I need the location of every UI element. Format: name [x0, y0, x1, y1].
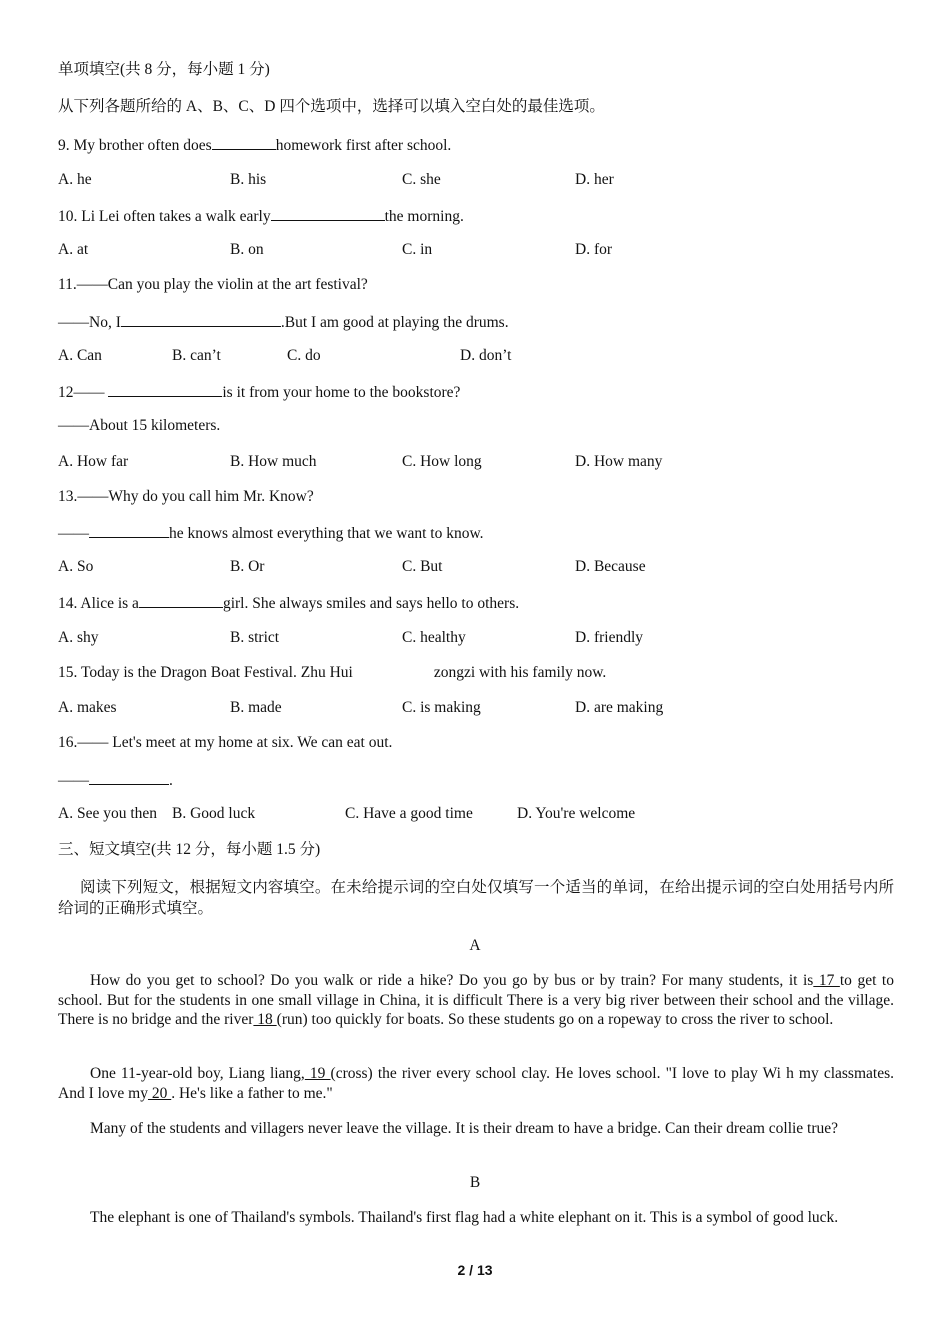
- question-text: the morning.: [384, 208, 464, 225]
- answer-blank: [89, 522, 169, 538]
- question-16: 16.—— Let's meet at my home at six. We can eat out.: [58, 734, 393, 751]
- passage-text: . He's like a father to me.": [171, 1084, 333, 1102]
- answer-blank: [212, 134, 276, 150]
- passage-text: (run) too quickly for boats. So these students go on a ropeway to cross the river to school.: [276, 1011, 834, 1028]
- question-text: 12——: [58, 384, 105, 401]
- option-d: D. You're welcome: [517, 805, 636, 822]
- question-13: 13.——Why do you call him Mr. Know?: [58, 488, 314, 505]
- option-a: A. How far: [58, 453, 129, 470]
- answer-blank: [89, 769, 169, 785]
- question-15: [58, 663, 606, 683]
- question-text: 10. Li Lei often takes a walk early: [58, 208, 271, 225]
- answer-blank: [121, 311, 281, 327]
- question-13-reply: [58, 522, 484, 544]
- option-c: C. do: [287, 347, 321, 364]
- question-text: ——: [58, 772, 89, 789]
- question-text: 15. Today is the Dragon Boat Festival. Zhu Hui: [58, 664, 353, 681]
- option-d: D. are making: [575, 699, 664, 716]
- option-c: C. Have a good time: [345, 805, 473, 822]
- option-c: C. But: [402, 558, 443, 575]
- option-b: B. Good luck: [172, 805, 256, 822]
- passage-b-heading: B: [469, 1174, 481, 1191]
- question-text: is it from your home to the bookstore?: [222, 384, 461, 401]
- blank-19: 19: [304, 1065, 331, 1082]
- question-14: [58, 592, 519, 614]
- passage-text: One 11-year-old boy, Liang liang,: [90, 1065, 305, 1082]
- blank-18: 18: [253, 1011, 277, 1028]
- question-text: .But I am good at playing the drums.: [280, 314, 509, 331]
- blank-20: 20: [147, 1084, 172, 1102]
- option-a: A. at: [58, 241, 89, 258]
- question-text: girl. She always smiles and says hello to others.: [222, 595, 520, 612]
- option-b: B. his: [230, 171, 267, 188]
- option-a: A. Can: [58, 347, 102, 364]
- passage-text: to get to school. But for the students in one small village in China, it is difficult There is a very big river between their school and the village. There is no bridge and the river: [58, 972, 894, 1028]
- option-b: B. How much: [230, 453, 317, 470]
- option-b: B. made: [230, 699, 282, 716]
- section2-instruction: 从下列各题所给的 A、B、C、D 四个选项中，选择可以填入空白处的最佳选项。: [58, 98, 605, 115]
- option-a: A. See you then: [58, 805, 158, 822]
- section3-instruction: 阅读下列短文，根据短文内容填空。在未给提示词的空白处仅填写一个适当的单词，在给出提示词的空白处用括号内所给词的正确形式填空。: [58, 879, 894, 917]
- option-b: B. strict: [230, 629, 280, 646]
- question-text: zongzi with his family now.: [433, 664, 607, 681]
- section2-title: 单项填空(共 8 分，每小题 1 分): [58, 61, 270, 78]
- option-d: D. Because: [575, 558, 646, 575]
- option-a: A. he: [58, 171, 92, 188]
- option-d: D. How many: [575, 453, 663, 470]
- question-11-reply: [58, 311, 509, 333]
- question-12-reply: ——About 15 kilometers.: [58, 417, 221, 434]
- option-a: A. shy: [58, 629, 99, 646]
- answer-blank: [139, 592, 223, 608]
- question-text: ——: [58, 525, 89, 542]
- option-c: C. she: [402, 171, 441, 188]
- option-d: D. don’t: [460, 347, 512, 364]
- passage-a-heading: A: [469, 937, 481, 954]
- question-10: [58, 205, 464, 227]
- passage-b-paragraph-1: The elephant is one of Thailand's symbols. Thailand's first flag had a white elephant on it. This is a symbol of good luck.: [90, 1209, 839, 1226]
- question-text: he knows almost everything that we want to know.: [169, 525, 484, 542]
- option-a: A. So: [58, 558, 94, 575]
- question-text: homework first after school.: [275, 137, 452, 154]
- passage-a-paragraph-2: [58, 1064, 894, 1103]
- option-c: C. in: [402, 241, 433, 258]
- question-16-reply: [58, 769, 173, 791]
- answer-blank: [108, 381, 222, 397]
- question-text: ——No, I: [58, 314, 121, 331]
- passage-text: How do you get to school? Do you walk or ride a hike? Do you go by bus or by train? For many students, it is: [90, 972, 814, 989]
- option-b: B. on: [230, 241, 264, 258]
- question-text: .: [169, 772, 173, 789]
- option-d: D. friendly: [575, 629, 644, 646]
- passage-text: (cross) the river every school clay. He loves school. "I love to play Wi h my classmates. And I love my: [58, 1065, 894, 1102]
- section3-title: 三、短文填空(共 12 分，每小题 1.5 分): [58, 841, 321, 858]
- question-11: 11.——Can you play the violin at the art festival?: [58, 276, 368, 293]
- option-b: B. Or: [230, 558, 265, 575]
- question-12: [58, 381, 460, 403]
- passage-a-paragraph-1: [58, 971, 894, 1030]
- passage-a-paragraph-3: Many of the students and villagers never leave the village. It is their dream to have a bridge. Can their dream collie true?: [90, 1120, 839, 1137]
- option-c: C. is making: [402, 699, 481, 716]
- page-number: 2 / 13: [457, 1262, 493, 1278]
- option-b: B. can’t: [172, 347, 221, 364]
- option-d: D. for: [575, 241, 613, 258]
- option-d: D. her: [575, 171, 614, 188]
- question-9: [58, 134, 451, 156]
- option-c: C. healthy: [402, 629, 466, 646]
- answer-blank: [271, 205, 385, 221]
- option-c: C. How long: [402, 453, 482, 470]
- question-text: 9. My brother often does: [58, 137, 212, 154]
- question-text: 14. Alice is a: [58, 595, 139, 612]
- blank-17: 17: [813, 972, 840, 989]
- option-a: A. makes: [58, 699, 117, 716]
